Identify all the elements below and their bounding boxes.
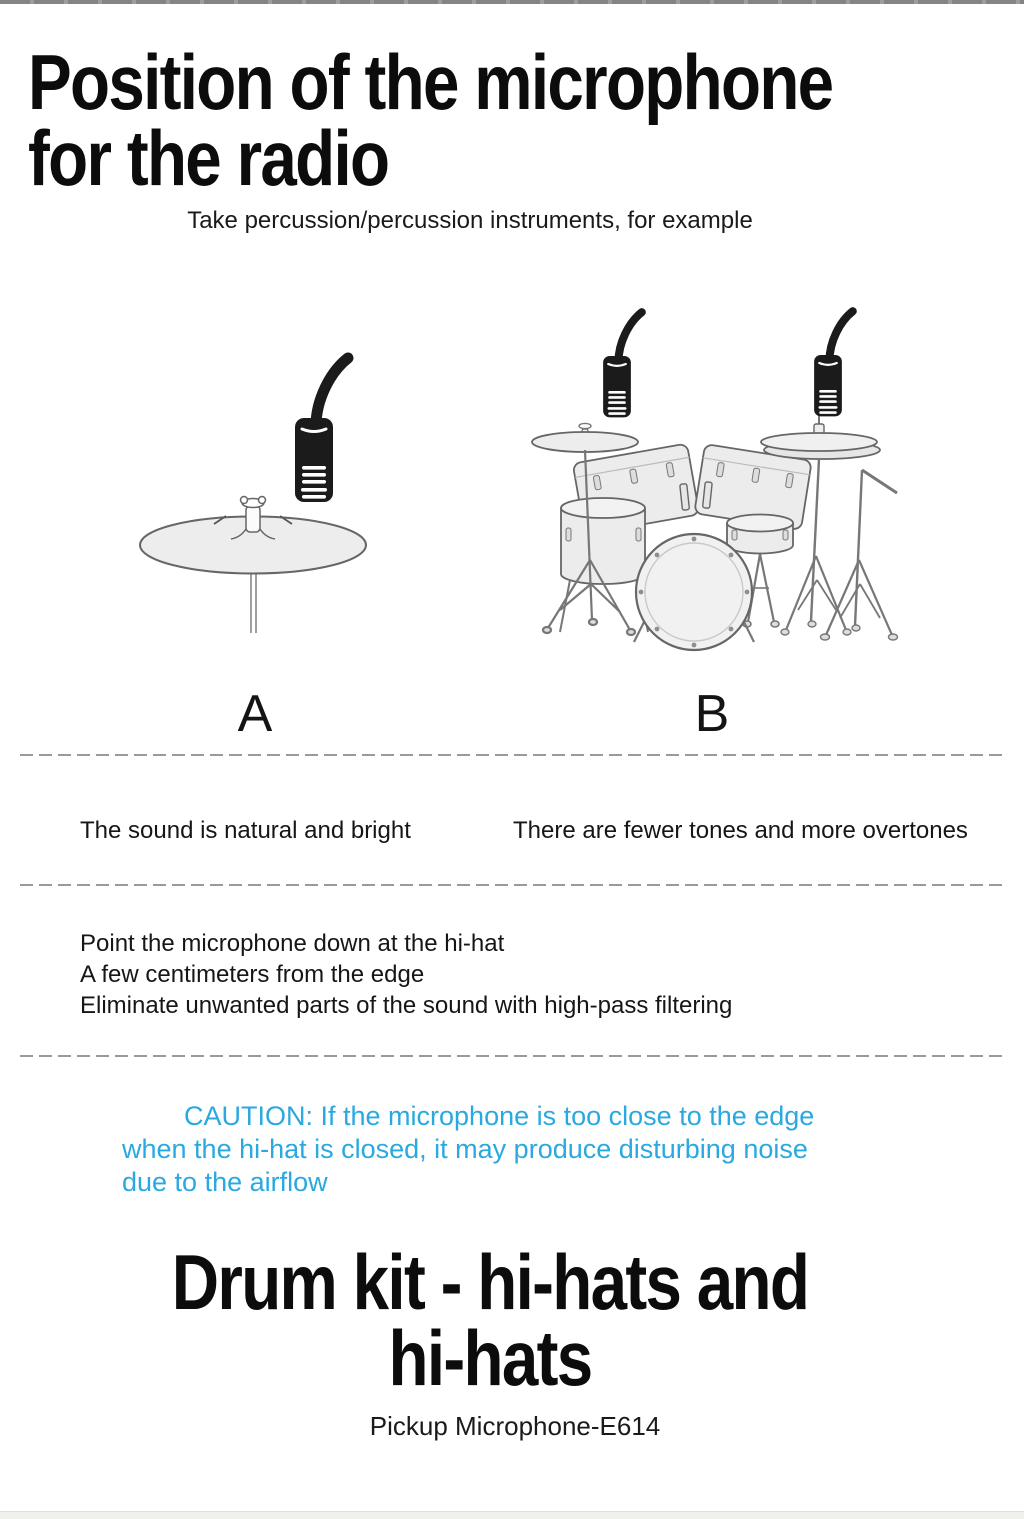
microphone-icon-left bbox=[603, 312, 642, 417]
caution-line-2: when the hi-hat is closed, it may produce disturbing noise bbox=[122, 1134, 808, 1164]
instruction-line-2: A few centimeters from the edge bbox=[80, 961, 425, 988]
instruction-list bbox=[80, 928, 732, 1021]
instruction-line-3: Eliminate unwanted parts of the sound with high-pass filtering bbox=[80, 992, 733, 1019]
drum-kit-illustration bbox=[498, 288, 953, 693]
page-title-line2: for the radio bbox=[28, 114, 389, 202]
top-bar bbox=[0, 0, 1024, 4]
figure-label-b: B bbox=[694, 685, 730, 743]
microphone-icon-right bbox=[814, 311, 853, 416]
floor-tom bbox=[560, 498, 648, 632]
hihat-mic-illustration bbox=[118, 330, 453, 635]
divider-dashed-2 bbox=[20, 884, 1006, 886]
subtitle: Take percussion/percussion instruments, for example bbox=[187, 207, 753, 234]
page-title-line1: Position of the microphone bbox=[28, 38, 833, 126]
comparison-text-a: The sound is natural and bright bbox=[80, 817, 411, 844]
page-title bbox=[28, 38, 986, 202]
microphone-icon bbox=[295, 358, 348, 502]
comparison-text-b: There are fewer tones and more overtones bbox=[513, 817, 968, 844]
bass-drum bbox=[634, 534, 754, 650]
boom-stand bbox=[821, 470, 898, 640]
bottom-bar bbox=[0, 1511, 1024, 1519]
instruction-line-1: Point the microphone down at the hi-hat bbox=[80, 930, 505, 957]
section-title-line2: hi-hats bbox=[388, 1314, 592, 1402]
product-name: Pickup Microphone-E614 bbox=[369, 1411, 661, 1441]
divider-dashed-3 bbox=[20, 1055, 1006, 1057]
divider-dashed-1 bbox=[20, 754, 1006, 756]
section-title-line1: Drum kit - hi-hats and bbox=[171, 1238, 809, 1326]
crash-cymbal bbox=[532, 423, 638, 452]
caution-note bbox=[122, 1100, 922, 1199]
caution-line-1: CAUTION: If the microphone is too close to the edge bbox=[184, 1101, 815, 1131]
caution-line-3: due to the airflow bbox=[122, 1167, 328, 1197]
section-title bbox=[0, 1238, 980, 1402]
hihat-rod bbox=[251, 570, 256, 633]
figure-label-a: A bbox=[237, 685, 273, 743]
